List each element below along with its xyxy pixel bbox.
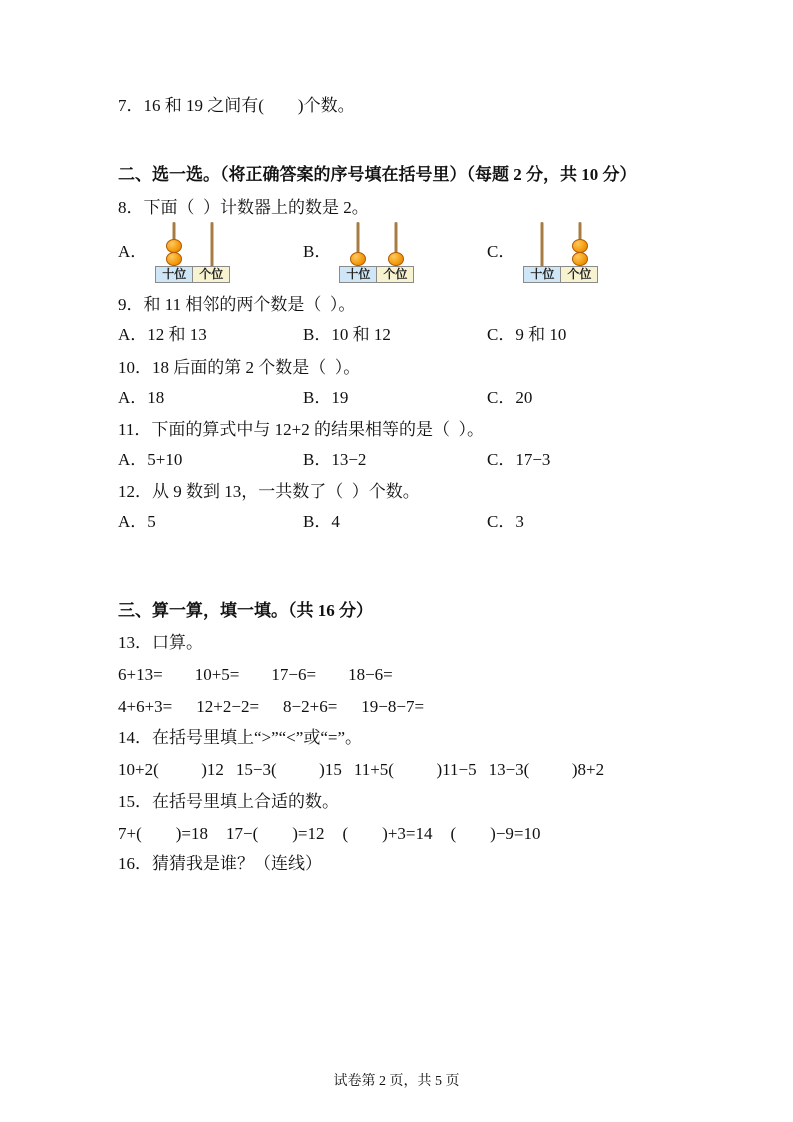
section-2-title: 二、选一选。（将正确答案的序号填在括号里）（每题 2 分，共 10 分） — [118, 165, 637, 184]
ones-place-label: 个位 — [560, 266, 598, 283]
rod-icon — [211, 222, 214, 266]
question-15-row — [118, 823, 541, 845]
counter-c-abacus — [523, 222, 599, 283]
equation: 19−8−7= — [361, 697, 425, 716]
counter-option-b — [303, 222, 415, 283]
equation: 6+13= — [118, 665, 163, 684]
question-7-text: 7．16 和 19 之间有( )个数。 — [118, 96, 355, 115]
equation: 10+5= — [194, 665, 240, 684]
compare-item: 10+2( )12 — [118, 760, 224, 779]
counter-c-rods — [523, 222, 599, 266]
tens-place-label: 十位 — [339, 266, 377, 283]
counter-c-place-labels — [523, 266, 599, 283]
counter-a-place-labels — [155, 266, 231, 283]
counter-c-tens-rod-slot — [523, 222, 561, 266]
option-c: C．20 — [487, 388, 533, 407]
equation: 4+6+3= — [118, 697, 173, 716]
equation: 17−6= — [271, 665, 317, 684]
option-c: C．3 — [487, 512, 524, 531]
compare-item: 13−3( )8+2 — [488, 760, 605, 779]
counter-option-a — [118, 222, 231, 283]
counter-a-rods — [155, 222, 231, 266]
question-14-row — [118, 759, 604, 781]
question-8-counters — [118, 222, 753, 286]
question-13-row-2 — [118, 696, 424, 718]
counter-b-tens-rod-slot — [339, 222, 377, 266]
counter-b-place-labels — [339, 266, 415, 283]
fill-blank-item: 7+( )=18 — [118, 824, 208, 843]
counter-b-ones-rod-slot — [377, 222, 415, 266]
option-a: A．5+10 — [118, 450, 183, 469]
page-footer: 试卷第 2 页，共 5 页 — [333, 1074, 460, 1089]
counter-c-label: C． — [487, 242, 516, 261]
bead-icon — [572, 252, 588, 266]
question-15-text: 15．在括号里填上合适的数。 — [118, 792, 339, 811]
question-8-text: 8．下面（ ）计数器上的数是 2。 — [118, 198, 369, 217]
option-b: B．4 — [303, 512, 340, 531]
tens-place-label: 十位 — [155, 266, 193, 283]
question-11-text: 11．下面的算式中与 12+2 的结果相等的是（ ）。 — [118, 420, 484, 439]
bead-icon — [166, 239, 182, 253]
counter-b-rods — [339, 222, 415, 266]
option-a: A．12 和 13 — [118, 325, 207, 344]
section-3-title: 三、算一算，填一填。（共 16 分） — [118, 601, 373, 620]
equation: 18−6= — [348, 665, 393, 684]
question-16-text: 16．猜猜我是谁？（连线） — [118, 854, 322, 873]
counter-b-abacus — [339, 222, 415, 283]
question-14-text: 14．在括号里填上“>”“<”或“=”。 — [118, 728, 363, 747]
counter-a-label: A． — [118, 242, 148, 261]
question-12-text: 12．从 9 数到 13，一共数了（ ）个数。 — [118, 482, 420, 501]
tens-place-label: 十位 — [523, 266, 561, 283]
option-a: A．18 — [118, 388, 165, 407]
bead-icon — [350, 252, 366, 266]
question-13-row-1 — [118, 664, 393, 686]
fill-blank-item: ( )−9=10 — [450, 824, 541, 843]
rod-icon — [541, 222, 544, 266]
option-b: B．10 和 12 — [303, 325, 391, 344]
ones-place-label: 个位 — [192, 266, 230, 283]
counter-a-tens-rod-slot — [155, 222, 193, 266]
counter-option-c — [487, 222, 599, 283]
bead-icon — [388, 252, 404, 266]
question-9-text: 9．和 11 相邻的两个数是（ ）。 — [118, 295, 356, 314]
bead-icon — [572, 239, 588, 253]
counter-a-ones-rod-slot — [193, 222, 231, 266]
question-10-text: 10．18 后面的第 2 个数是（ ）。 — [118, 358, 361, 377]
option-b: B．19 — [303, 388, 349, 407]
question-13-text: 13．口算。 — [118, 633, 203, 652]
equation: 12+2−2= — [196, 697, 260, 716]
counter-c-ones-rod-slot — [561, 222, 599, 266]
question-10-options — [118, 387, 753, 411]
question-12-options — [118, 511, 753, 535]
question-11-options — [118, 449, 753, 473]
counter-a-abacus — [155, 222, 231, 283]
compare-item: 15−3( )15 — [235, 760, 342, 779]
option-c: C．9 和 10 — [487, 325, 567, 344]
option-c: C．17−3 — [487, 450, 551, 469]
fill-blank-item: 17−( )=12 — [226, 824, 325, 843]
option-b: B．13−2 — [303, 450, 367, 469]
ones-place-label: 个位 — [376, 266, 414, 283]
option-a: A．5 — [118, 512, 156, 531]
counter-b-label: B． — [303, 242, 332, 261]
fill-blank-item: ( )+3=14 — [342, 824, 433, 843]
bead-icon — [166, 252, 182, 266]
question-9-options — [118, 324, 753, 348]
compare-item: 11+5( )11−5 — [353, 760, 477, 779]
equation: 8−2+6= — [283, 697, 338, 716]
